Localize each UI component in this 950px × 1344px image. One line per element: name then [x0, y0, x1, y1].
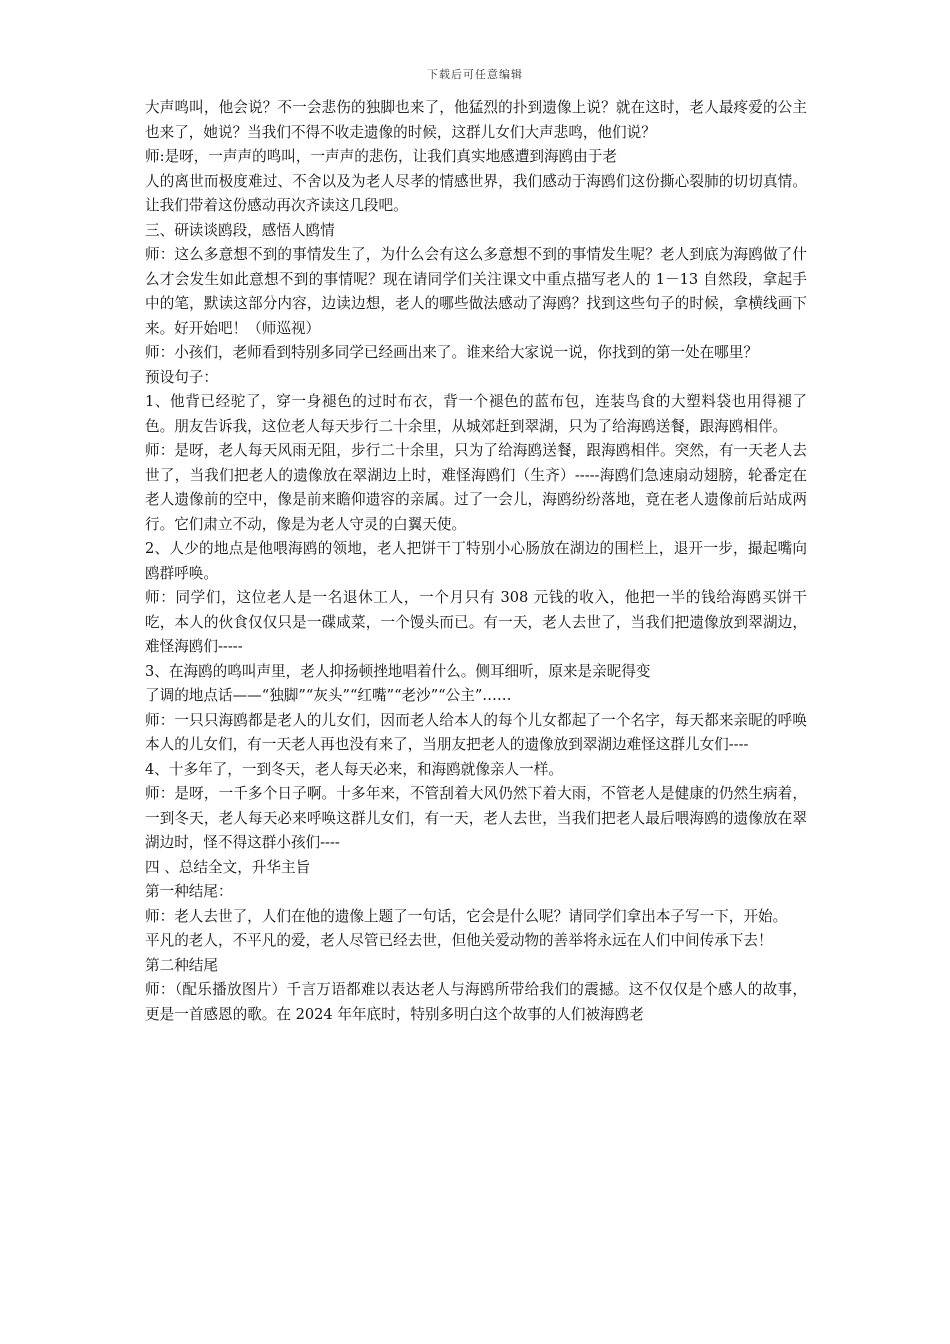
paragraph: 师：小孩们，老师看到特别多同学已经画出来了。谁来给大家说一说，你找到的第一处在哪里？: [145, 344, 758, 361]
page-header: 下载后可任意编辑: [427, 68, 523, 81]
paragraph: 师:是呀，一声声的鸣叫，一声声的悲伤，让我们真实地感遭到海鸥由于老: [145, 148, 617, 165]
paragraph: 师：这么多意想不到的事情发生了，为什么会有这么多意想不到的事情发生呢？老人到底为海鸥做了什么才会发生如此意想不到的事情呢？现在请同学们关注课文中重点描写老人的 1－13 自然段，拿起手中的笔，默读这部分内容，边读边想，老人的哪些做法感动了海鸥？找到这些句子的时候，拿横线画下来。好开始吧！（师巡视）: [145, 246, 807, 337]
paragraph: 1、他背已经驼了，穿一身褪色的过时布衣，背一个褪色的蓝布包，连装鸟食的大塑料袋也用得褪了色。朋友告诉我，这位老人每天步行二十余里，从城郊赶到翠湖，只为了给海鸥送餐，跟海鸥相伴。: [145, 393, 807, 435]
section-heading: 四 、总结全文，升华主旨: [145, 858, 311, 876]
paragraph: 师：老人去世了，人们在他的遗像上题了一句话，它会是什么呢？请同学们拿出本子写一下，开始。: [145, 907, 788, 925]
paragraph: 平凡的老人，不平凡的爱，老人尽管已经去世，但他关爱动物的善举将永远在人们中间传承下去！: [145, 932, 773, 949]
section-heading: 三、研读谈鸥段，感悟人鸥情: [145, 221, 335, 239]
paragraph: 师：同学们，这位老人是一名退休工人，一个月只有 308 元钱的收入，他把一半的钱给海鸥买饼干吃，本人的伙食仅仅只是一碟咸菜，一个馒头而已。有一天，老人去世了，当我们把遗像放到翠湖边，难怪海鸥们-----: [145, 589, 807, 655]
paragraph: 师：（配乐播放图片）千言万语都难以表达老人与海鸥所带给我们的震撼。这不仅仅是个感人的故事，更是一首感恩的歌。在 2024 年年底时，特别多明白这个故事的人们被海鸥老: [145, 981, 807, 1023]
paragraph: 师：一只只海鸥都是老人的儿女们，因而老人给本人的每个儿女都起了一个名字，每天都来亲昵的呼唤本人的儿女们，有一天老人再也没有来了，当朋友把老人的遗像放到翠湖边难怪这群儿女们----: [145, 711, 807, 753]
document-body: [145, 96, 807, 1027]
paragraph: 了调的地点话——“独脚”“灰头”“红嘴”“老沙”“公主”……: [145, 687, 512, 704]
paragraph: 预设句子：: [145, 368, 218, 386]
paragraph: 第一种结尾：: [145, 883, 233, 900]
paragraph: 大声鸣叫，他会说？不一会悲伤的独脚也来了，他猛烈的扑到遗像上说？就在这时，老人最疼爱的公主也来了，她说？当我们不得不收走遗像的时候，这群儿女们大声悲鸣，他们说？: [145, 99, 807, 141]
paragraph: 师：是呀，一千多个日子啊。十多年来，不管刮着大风仍然下着大雨，不管老人是健康的仍然生病着，一到冬天，老人每天必来呼唤这群儿女们，有一天，老人去世，当我们把老人最后喂海鸥的遗像放在翠湖边时，怪不得这群小孩们----: [145, 785, 807, 851]
paragraph: 人的离世而极度难过、不舍以及为老人尽孝的情感世界，我们感动于海鸥们这份撕心裂肺的切切真情。让我们带着这份感动再次齐读这几段吧。: [145, 172, 807, 214]
paragraph: 3、在海鸥的鸣叫声里，老人抑扬顿挫地唱着什么。侧耳细听，原来是亲昵得变: [145, 662, 651, 680]
paragraph: 2、人少的地点是他喂海鸥的领地，老人把饼干丁特别小心肠放在湖边的围栏上，退开一步，撮起嘴向鸥群呼唤。: [145, 540, 807, 582]
paragraph: 第二种结尾: [145, 956, 218, 974]
paragraph: 师：是呀，老人每天风雨无阻，步行二十余里，只为了给海鸥送餐，跟海鸥相伴。突然，有一天老人去世了，当我们把老人的遗像放在翠湖边上时，难怪海鸥们（生齐）-----海鸥们急速扇动翅膀，轮番定在老人遗像前的空中，像是前来瞻仰遗容的亲属。过了一会儿，海鸥纷纷落地，竟在老人遗像前后站成两行。它们肃立不动，像是为老人守灵的白翼天使。: [145, 442, 807, 533]
paragraph: 4、十多年了，一到冬天，老人每天必来，和海鸥就像亲人一样。: [145, 760, 563, 778]
